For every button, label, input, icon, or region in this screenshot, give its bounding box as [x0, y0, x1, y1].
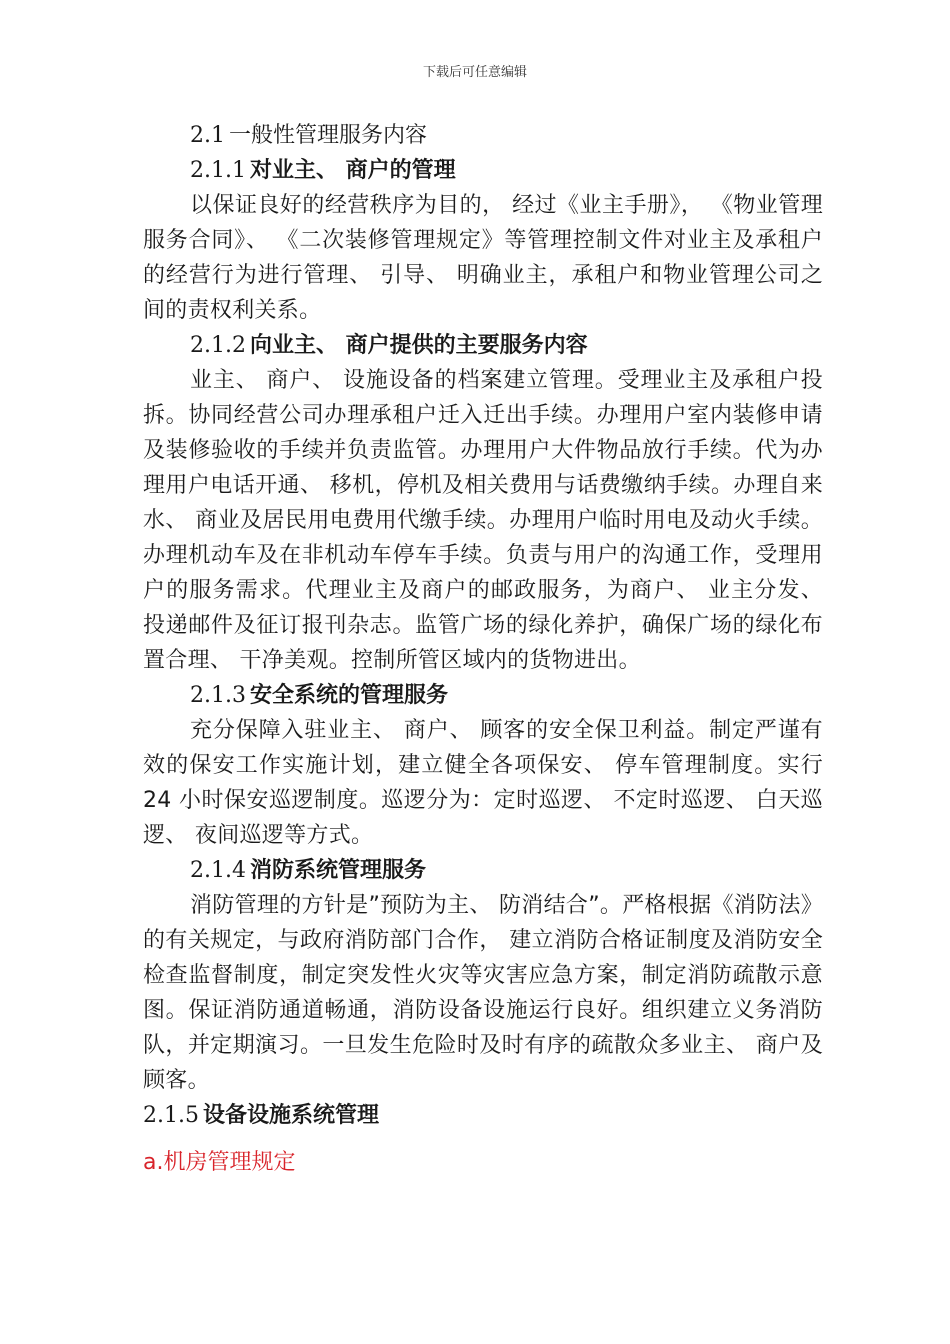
section-number: 2.1.4	[190, 858, 246, 883]
section-number: 2.1	[190, 123, 225, 148]
page-header: 下载后可任意编辑	[422, 65, 527, 80]
section-paragraph-2-1-1: 以保证良好的经营秩序为目的， 经过《业主手册》， 《物业管理服务合同》、 《二次装修管理规定》等管理控制文件对业主及承租户的经营行为进行管理、 引导、 明确业主，承租户和物业管理公司之间的责权利关系。	[143, 193, 823, 323]
section-title: 设备设施系统管理	[202, 1103, 379, 1128]
section-title: 安全系统的管理服务	[249, 683, 448, 708]
section-number: 2.1.5	[143, 1103, 199, 1128]
section-number: 2.1.3	[190, 683, 246, 708]
section-heading-2-1-1	[143, 153, 823, 188]
section-heading-2-1-4	[143, 853, 823, 888]
section-heading-2-1-5	[143, 1098, 823, 1133]
section-number: 2.1.1	[190, 158, 246, 183]
section-paragraph-2-1-4: 消防管理的方针是”预防为主、 防消结合”。严格根据《消防法》的有关规定，与政府消防部门合作， 建立消防合格证制度及消防安全检查监督制度，制定突发性火灾等灾害应急方案，制定消防疏散示意图。保证消防通道畅通，消防设备设施运行良好。组织建立义务消防队，并定期演习。一旦发生危险时及时有序的疏散众多业主、 商户及顾客。	[143, 893, 823, 1093]
document-body	[143, 118, 823, 1180]
section-heading-2-1	[143, 118, 823, 153]
subheading-text: 机房管理规定	[163, 1150, 296, 1175]
section-number: 2.1.2	[190, 333, 246, 358]
section-heading-2-1-3	[143, 678, 823, 713]
subheading-machine-room	[143, 1145, 823, 1180]
subheading-prefix: a.	[143, 1150, 164, 1175]
section-heading-2-1-2	[143, 328, 823, 363]
section-title: 一般性管理服务内容	[229, 123, 428, 148]
section-paragraph-2-1-2: 业主、 商户、 设施设备的档案建立管理。受理业主及承租户投拆。协同经营公司办理承租户迁入迁出手续。办理用户室内装修申请及装修验收的手续并负责监管。办理用户大件物品放行手续。代为办理用户电话开通、 移机，停机及相关费用与话费缴纳手续。办理自来水、 商业及居民用电费用代缴手续。办理用户临时用电及动火手续。办理机动车及在非机动车停车手续。负责与用户的沟通工作，受理用户的服务需求。代理业主及商户的邮政服务，为商户、 业主分发、 投递邮件及征订报刊杂志。监管广场的绿化养护，确保广场的绿化布置合理、 干净美观。控制所管区域内的货物进出。	[143, 368, 823, 673]
section-title: 对业主、 商户的管理	[249, 158, 456, 183]
section-paragraph-2-1-3: 充分保障入驻业主、 商户、 顾客的安全保卫利益。制定严谨有效的保安工作实施计划，建立健全各项保安、 停车管理制度。实行 24 小时保安巡逻制度。巡逻分为：定时巡逻、 不定时巡逻、 白天巡逻、 夜间巡逻等方式。	[143, 718, 823, 848]
section-title: 消防系统管理服务	[249, 858, 426, 883]
section-title: 向业主、 商户提供的主要服务内容	[249, 333, 588, 358]
